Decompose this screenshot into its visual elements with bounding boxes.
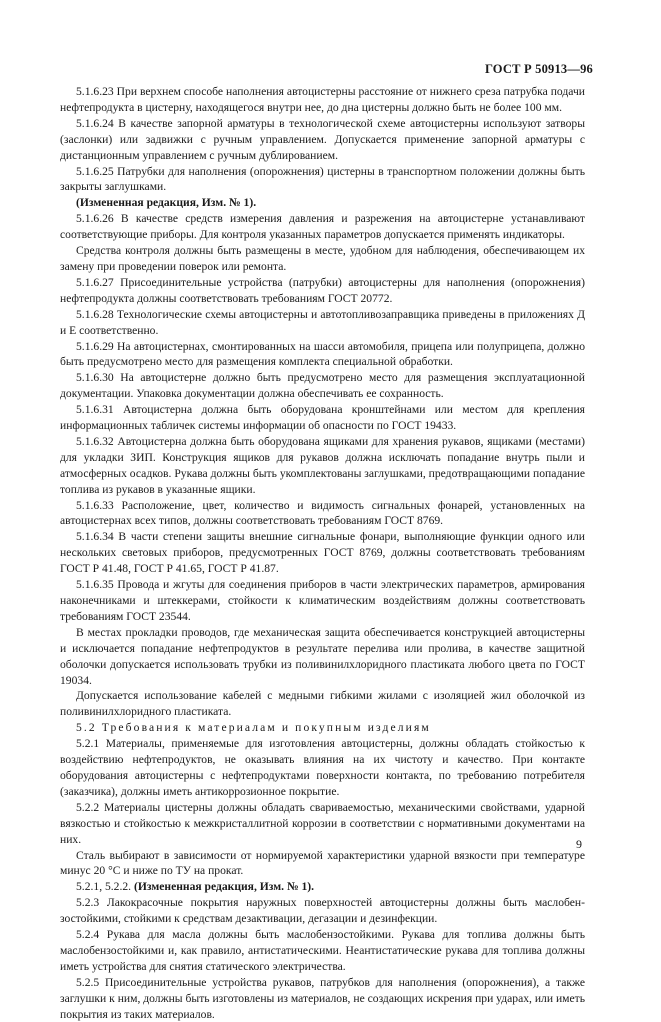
paragraph-5-2-1: 5.2.1 Материалы, применяемые для изготовления автоцистерны, должны обладать стойкостью к воздействию нефтепродуктов, не оказывать влияния на их чистоту и качество. При контакте оборудования автоцистерны с нефтепродуктами поверхности контакта, по требованию потребителя (заказчика), должны иметь антикоррозионное покрытие.: [60, 737, 585, 798]
paragraph-5-2-3: 5.2.3 Лакокрасочные покрытия наружных поверхностей автоцистерны должны быть маслобензостойкими, стойкими к средствам дезактивации, дегазации и дезинфекции.: [60, 896, 585, 926]
paragraph-5-1-6-24: 5.1.6.24 В качестве запорной арматуры в технологической схеме автоцистерны используют затворы (заслонки) или задвижки с ручным управлением. Допускается применение запорной арматуры с дистанционным управлением с ручным дублированием.: [60, 116, 585, 162]
page-number: 9: [576, 837, 582, 851]
paragraph-5-1-6-29: 5.1.6.29 На автоцистернах, смонтированных на шасси автомобиля, прицепа или полуприцепа, должно быть предусмотрено место для размещения комплекта специальной обработки.: [60, 339, 585, 369]
paragraph-5-1-6-33: 5.1.6.33 Расположение, цвет, количество и видимость сигнальных фонарей, установленных на автоцистернах всех типов, должны соответствовать требованиям ГОСТ 8769.: [60, 498, 585, 528]
paragraph-5-2-4: 5.2.4 Рукава для масла должны быть маслобензостойкими. Рукава для топлива должны быть маслобензостойкими и, как правило, антистатическими. Неантистатические рукава для топлива должны иметь устройства для снятия статического электричества.: [60, 928, 585, 973]
amendment-note-5-2: [60, 879, 585, 895]
paragraph-5-2-2: 5.2.2 Материалы цистерны должны обладать свариваемостью, механическими свойствами, ударной вязкостью и стойкостью к межкристаллитной коррозии в соответствии с нормативными документами на них.: [60, 800, 585, 846]
amendment-label: (Измененная редакция, Изм. № 1).: [133, 880, 315, 894]
document-body: [60, 84, 585, 1022]
amendment-note: (Измененная редакция, Изм. № 1).: [76, 196, 257, 210]
amendment-clauses: 5.2.1, 5.2.2.: [76, 880, 134, 894]
paragraph-5-1-6-27: 5.1.6.27 Присоединительные устройства (патрубки) автоцистерны для наполнения (опорожнения) нефтепродукта должны соответствовать требованиям ГОСТ 20772.: [60, 275, 585, 305]
paragraph-5-1-6-28: 5.1.6.28 Технологические схемы автоцистерны и автотопливозаправщика приведены в приложениях Д и Е соответственно.: [60, 307, 585, 337]
paragraph-5-1-6-25: 5.1.6.25 Патрубки для наполнения (опорожнения) цистерны в транспортном положении должны быть закрыты заглушками.: [60, 164, 585, 194]
paragraph-cables: Допускается использование кабелей с медными гибкими жилами с изоляцией жил оболочкой из поливинилхлоридного пластиката.: [60, 689, 585, 719]
paragraph-5-2-5: 5.2.5 Присоединительные устройства рукавов, патрубков для наполнения (опорожнения), а также заглушки к ним, должны быть изготовлены из материалов, не создающих искрения при ударах, или иметь покрытия из таких материалов.: [60, 975, 585, 1021]
paragraph-5-1-6-32: 5.1.6.32 Автоцистерна должна быть оборудована ящиками для хранения рукавов, ящиками (местами) для укладки ЗИП. Конструкция ящиков для рукавов должна исключать попадание внутрь пыли и атмосферных осадков. Рукава должны быть укомплектованы заглушками, предотвращающими попадание топлива из рукавов в указанные ящики.: [60, 434, 585, 496]
standard-header: ГОСТ Р 50913—96: [484, 62, 593, 76]
paragraph-steel-selection: Сталь выбирают в зависимости от нормируемой характеристики ударной вязкости при температуре минус 20 °С и ниже по ТУ на прокат.: [60, 848, 585, 878]
paragraph-5-1-6-35: 5.1.6.35 Провода и жгуты для соединения приборов в части электрических параметров, армирования наконечниками и штеккерами, стойкости к климатическим воздействиям должны соответствовать требованиям ГОСТ 23544.: [60, 578, 585, 623]
paragraph-5-1-6-26: 5.1.6.26 В качестве средств измерения давления и разрежения на автоцистерне устанавливают соответствующие приборы. Для контроля указанных параметров допускается применять индикаторы.: [60, 212, 585, 242]
section-heading-5-2: 5.2 Требования к материалам и покупным изделиям: [76, 721, 431, 735]
paragraph-5-1-6-31: 5.1.6.31 Автоцистерна должна быть оборудована кронштейнами или местом для крепления информационных табличек системы информации об опасности по ГОСТ 19433.: [60, 403, 585, 433]
paragraph-5-1-6-34: 5.1.6.34 В части степени защиты внешние сигнальные фонари, выполняющие функции одного или нескольких световых приборов, предусмотренных ГОСТ 8769, должны соответствовать требованиям ГОСТ Р 41.48, ГОСТ Р 41.65, ГОСТ Р 41.87.: [60, 530, 585, 576]
paragraph-5-1-6-23: 5.1.6.23 При верхнем способе наполнения автоцистерны расстояние от нижнего среза патрубка подачи нефтепродукта в цистерну, находящегося внутри нее, до дна цистерны должно быть не более 100 мм.: [60, 85, 585, 114]
paragraph-wiring-protection: В местах прокладки проводов, где механическая защита обеспечивается конструкцией автоцистерны и исключается попадание нефтепродуктов в результате перелива или пролива, в качестве защитной оболочки допускается использовать трубки из поливинилхлоридного пластиката любого цвета по ГОСТ 19034.: [60, 625, 585, 687]
paragraph-control-means: Средства контроля должны быть размещены в месте, удобном для наблюдения, обеспечивающем их замену при проведении поверок или ремонта.: [60, 244, 585, 273]
paragraph-5-1-6-30: 5.1.6.30 На автоцистерне должно быть предусмотрено место для размещения эксплуатационной документации. Упаковка документации должна обеспечивать ее сохранность.: [60, 371, 585, 401]
